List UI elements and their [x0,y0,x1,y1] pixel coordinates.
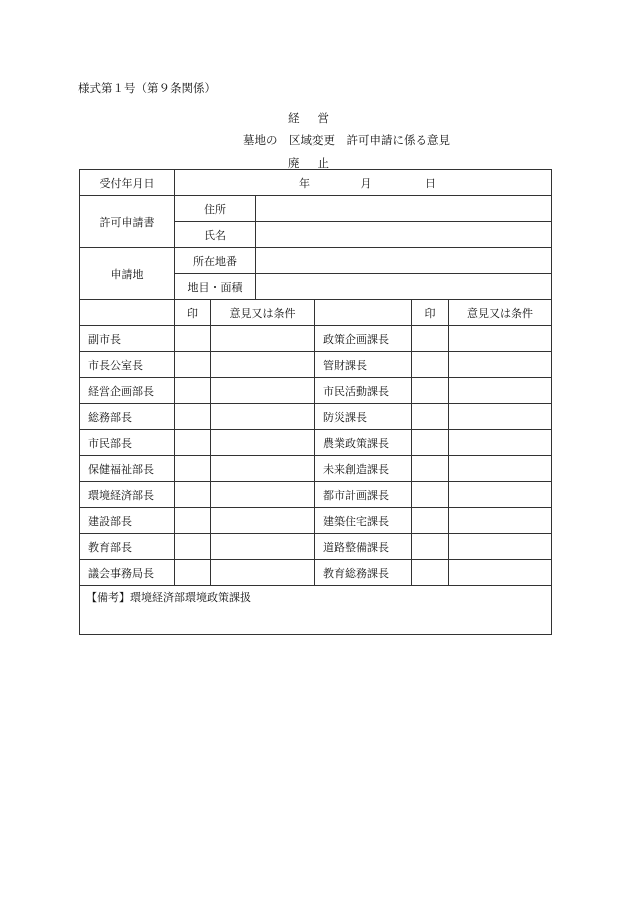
note-text: 【備考】環境経済部環境政策課扱 [80,586,552,635]
official-title-left: 市民部長 [80,430,175,456]
official-title-left: 議会事務局長 [80,560,175,586]
official-title-right: 防災課長 [315,404,412,430]
seal-cell[interactable] [412,508,449,534]
receipt-date-row [80,170,552,196]
address-label: 住所 [175,196,256,222]
receipt-date-label: 受付年月日 [80,170,175,196]
official-title-right: 建築住宅課長 [315,508,412,534]
address-field[interactable] [256,196,552,222]
seal-cell[interactable] [412,482,449,508]
official-row [80,404,552,430]
opinion-cell[interactable] [211,482,315,508]
seal-cell[interactable] [412,534,449,560]
official-title-left: 市長公室長 [80,352,175,378]
seal-cell[interactable] [175,326,211,352]
opinion-cell[interactable] [211,404,315,430]
official-row [80,482,552,508]
opinion-header-left: 意見又は条件 [211,300,315,326]
official-row [80,352,552,378]
title-option-operate: 経営 [288,111,347,125]
day-label: 日 [425,176,436,190]
month-label: 月 [360,176,372,190]
seal-cell[interactable] [175,430,211,456]
official-row [80,378,552,404]
title-option-abolish: 廃止 [288,156,347,170]
opinion-cell[interactable] [449,378,552,404]
opinion-cell[interactable] [449,508,552,534]
seal-header-left: 印 [175,300,211,326]
opinion-cell[interactable] [449,404,552,430]
seal-cell[interactable] [412,352,449,378]
document-title: 墓地の 区域変更 許可申請に係る意見 [243,133,450,147]
official-title-left: 総務部長 [80,404,175,430]
official-row [80,456,552,482]
official-title-right: 教育総務課長 [315,560,412,586]
seal-cell[interactable] [175,456,211,482]
opinion-cell[interactable] [211,430,315,456]
seal-cell[interactable] [175,482,211,508]
seal-cell[interactable] [412,404,449,430]
year-label: 年 [299,176,310,190]
seal-cell[interactable] [175,378,211,404]
seal-cell[interactable] [412,326,449,352]
official-title-right: 都市計画課長 [315,482,412,508]
receipt-date-field[interactable] [175,170,552,196]
opinion-cell[interactable] [449,560,552,586]
opinion-cell[interactable] [211,352,315,378]
land-category-field[interactable] [256,274,552,300]
name-field[interactable] [256,222,552,248]
site-lot-row [80,248,552,274]
official-row [80,430,552,456]
opinion-cell[interactable] [211,326,315,352]
note-row [80,586,552,635]
opinion-cell[interactable] [449,534,552,560]
official-title-left: 建設部長 [80,508,175,534]
applicant-address-row [80,196,552,222]
opinion-header-right: 意見又は条件 [449,300,552,326]
official-title-right: 未来創造課長 [315,456,412,482]
header-blank-left [80,300,175,326]
opinion-cell[interactable] [211,456,315,482]
land-category-label: 地目・面積 [175,274,256,300]
official-title-right: 農業政策課長 [315,430,412,456]
lot-number-label: 所在地番 [175,248,256,274]
site-label: 申請地 [80,248,175,300]
official-row [80,560,552,586]
seal-cell[interactable] [175,534,211,560]
seal-header-right: 印 [412,300,449,326]
official-title-left: 経営企画部長 [80,378,175,404]
opinion-cell[interactable] [211,508,315,534]
official-title-left: 保健福祉部長 [80,456,175,482]
opinion-cell[interactable] [449,326,552,352]
official-title-left: 教育部長 [80,534,175,560]
seal-cell[interactable] [412,560,449,586]
official-row [80,508,552,534]
applicant-label: 許可申請書 [80,196,175,248]
seal-cell[interactable] [175,404,211,430]
header-blank-right [315,300,412,326]
header-row [80,300,552,326]
official-title-left: 環境経済部長 [80,482,175,508]
official-title-right: 政策企画課長 [315,326,412,352]
official-row [80,326,552,352]
official-title-right: 道路整備課長 [315,534,412,560]
official-title-left: 副市長 [80,326,175,352]
seal-cell[interactable] [175,560,211,586]
form-number-label: 様式第１号（第９条関係） [78,81,216,95]
lot-number-field[interactable] [256,248,552,274]
opinion-cell[interactable] [211,378,315,404]
opinion-cell[interactable] [211,560,315,586]
seal-cell[interactable] [412,456,449,482]
opinion-cell[interactable] [449,482,552,508]
official-title-right: 市民活動課長 [315,378,412,404]
opinion-cell[interactable] [211,534,315,560]
seal-cell[interactable] [175,352,211,378]
opinion-form-table [79,169,552,635]
seal-cell[interactable] [412,378,449,404]
opinion-cell[interactable] [449,456,552,482]
opinion-cell[interactable] [449,430,552,456]
opinion-cell[interactable] [449,352,552,378]
official-row [80,534,552,560]
name-label: 氏名 [175,222,256,248]
official-title-right: 管財課長 [315,352,412,378]
seal-cell[interactable] [175,508,211,534]
seal-cell[interactable] [412,430,449,456]
